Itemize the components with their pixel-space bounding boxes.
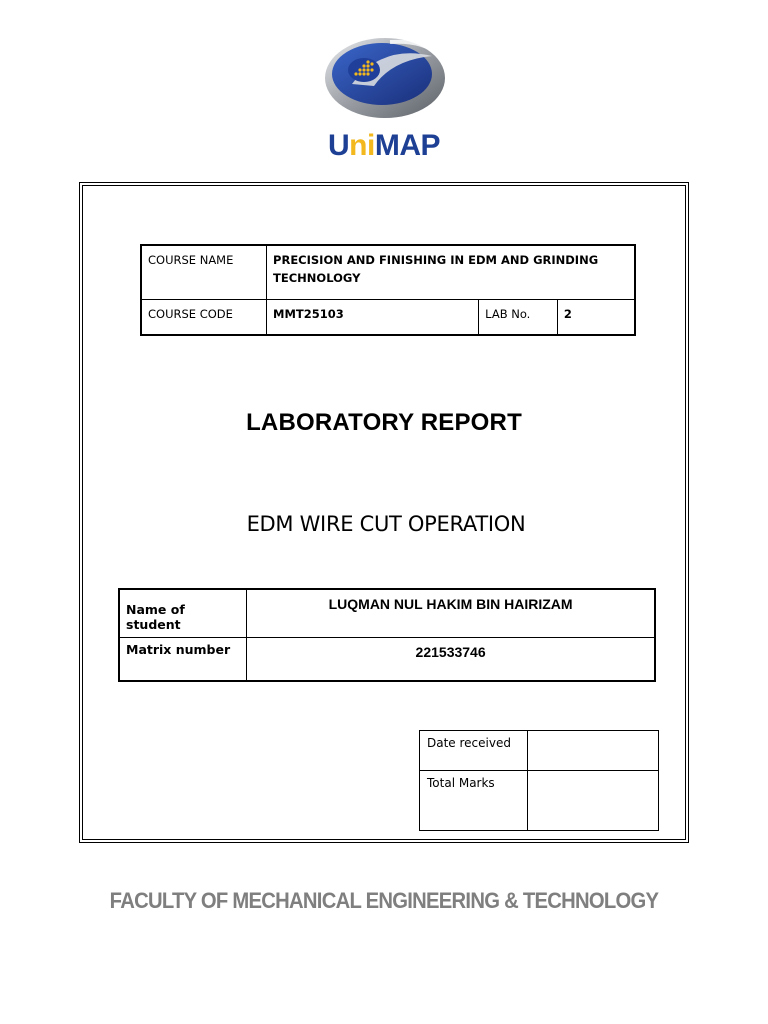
course-code-label: COURSE CODE — [141, 299, 267, 335]
unimap-logo — [318, 34, 450, 166]
course-code-value: MMT25103 — [267, 299, 479, 335]
matrix-number-value: 221533746 — [247, 637, 655, 681]
course-name-value-line1: PRECISION AND FINISHING IN EDM AND GRINDING — [273, 253, 599, 267]
total-marks-value — [527, 771, 658, 831]
report-title: LABORATORY REPORT — [246, 409, 522, 436]
course-name-value-line2: TECHNOLOGY — [273, 271, 361, 285]
student-info-table — [118, 588, 656, 682]
lab-no-value: 2 — [557, 299, 635, 335]
student-name-value: LUQMAN NUL HAKIM BIN HAIRIZAM — [247, 589, 655, 637]
course-name-value — [267, 245, 635, 299]
course-name-label: COURSE NAME — [141, 245, 267, 299]
date-received-value — [527, 731, 658, 771]
report-subtitle: EDM WIRE CUT OPERATION — [246, 512, 526, 536]
matrix-number-label: Matrix number — [119, 637, 247, 681]
total-marks-label: Total Marks — [420, 771, 528, 831]
date-received-label: Date received — [420, 731, 528, 771]
course-info-table — [140, 244, 636, 336]
student-name-label: Name of student — [119, 589, 247, 637]
faculty-name: FACULTY OF MECHANICAL ENGINEERING & TECHNOLOGY — [109, 888, 659, 913]
lab-no-label: LAB No. — [479, 299, 558, 335]
marks-table — [419, 730, 659, 831]
unimap-wordmark: UniMAP — [327, 129, 440, 162]
unimap-emblem-icon — [322, 34, 446, 122]
